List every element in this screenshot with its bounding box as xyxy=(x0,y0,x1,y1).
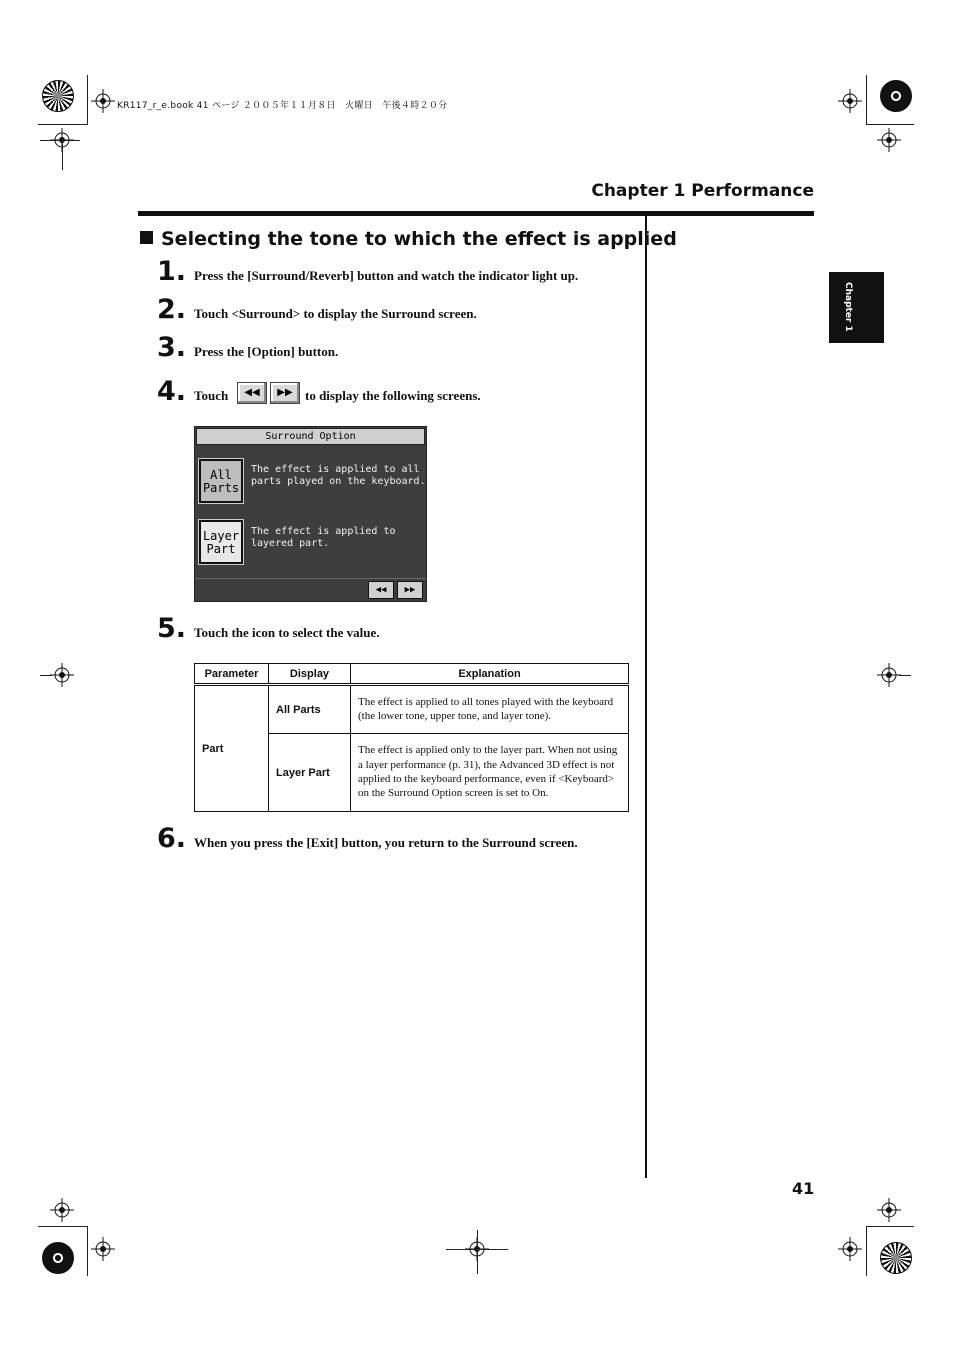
section-title xyxy=(140,228,677,250)
chapter-heading: Chapter 1 Performance xyxy=(591,181,814,201)
registration-mark-icon xyxy=(877,663,901,687)
registration-mark-icon xyxy=(838,1237,862,1261)
step-text: Press the [Option] button. xyxy=(194,344,339,359)
screen-divider xyxy=(195,578,426,579)
step-text: Touch the icon to select the value. xyxy=(194,625,380,640)
registration-mark-icon xyxy=(50,1198,74,1222)
registration-mark-icon xyxy=(50,663,74,687)
explanation-cell: The effect is applied to all tones played with the keyboard (the lower tone, upper tone, and layer tone). xyxy=(351,685,629,734)
all-parts-button[interactable] xyxy=(199,459,243,503)
step-number: 1. xyxy=(157,256,187,287)
step-text: Press the [Surround/Reverb] button and watch the indicator light up. xyxy=(194,268,579,283)
rewind-icon: ◀◀ xyxy=(237,382,267,404)
file-header: KR117_r_e.book 41 ページ ２００５年１１月８日 火曜日 午後４時２０分 xyxy=(117,101,448,111)
registration-mark-icon xyxy=(877,128,901,152)
button-label: Part xyxy=(206,542,236,556)
column-rule xyxy=(645,216,647,1178)
registration-mark-icon xyxy=(91,1237,115,1261)
rewind-icon[interactable]: ◀◀ xyxy=(368,581,394,599)
page-number: 41 xyxy=(792,1179,815,1198)
parameter-cell: Part xyxy=(195,685,269,812)
parameter-table xyxy=(194,663,629,812)
registration-mark-icon xyxy=(91,89,115,113)
step-number: 6. xyxy=(157,823,187,854)
display-cell: Layer Part xyxy=(269,734,351,812)
step-text: Touch xyxy=(194,388,229,403)
top-rule xyxy=(138,211,814,216)
step-number: 2. xyxy=(157,294,187,325)
registration-disc xyxy=(880,1242,912,1274)
option-description: The effect is applied to layered part. xyxy=(251,526,396,549)
registration-mark-icon xyxy=(838,89,862,113)
step-text: to display the following screens. xyxy=(305,388,481,403)
table-header-row xyxy=(195,664,629,685)
surround-option-screen xyxy=(194,426,427,602)
section-title-text: Selecting the tone to which the effect is applied xyxy=(161,228,677,250)
table-header: Display xyxy=(269,664,351,685)
button-label: All xyxy=(210,468,232,482)
registration-disc xyxy=(42,80,74,112)
screen-title: Surround Option xyxy=(196,428,425,445)
chapter-tab-label: Chapter 1 xyxy=(843,282,853,332)
fast-forward-icon: ▶▶ xyxy=(270,382,300,404)
chapter-tab xyxy=(829,272,884,343)
fast-forward-icon[interactable]: ▶▶ xyxy=(397,581,423,599)
step-number: 3. xyxy=(157,332,187,363)
table-header: Parameter xyxy=(195,664,269,685)
square-bullet-icon xyxy=(140,231,153,244)
step-text: Touch <Surround> to display the Surround screen. xyxy=(194,306,477,321)
table-row xyxy=(195,685,629,734)
layer-part-button[interactable] xyxy=(199,520,243,564)
explanation-cell: The effect is applied only to the layer part. When not using a layer performance (p. 31), the Advanced 3D effect is not applied to the keyboard performance, even if <Keyboard> on the Surround Option screen is set to On. xyxy=(351,734,629,812)
registration-disc xyxy=(880,80,912,112)
button-label: Parts xyxy=(202,481,240,495)
option-description: The effect is applied to all parts played on the keyboard. xyxy=(251,464,426,487)
registration-mark-icon xyxy=(877,1198,901,1222)
button-label: Layer xyxy=(202,529,240,543)
registration-disc xyxy=(42,1242,74,1274)
step-number: 4. xyxy=(157,376,187,407)
display-cell: All Parts xyxy=(269,685,351,734)
table-header: Explanation xyxy=(351,664,629,685)
step-number: 5. xyxy=(157,613,187,644)
step-text: When you press the [Exit] button, you return to the Surround screen. xyxy=(194,835,578,850)
